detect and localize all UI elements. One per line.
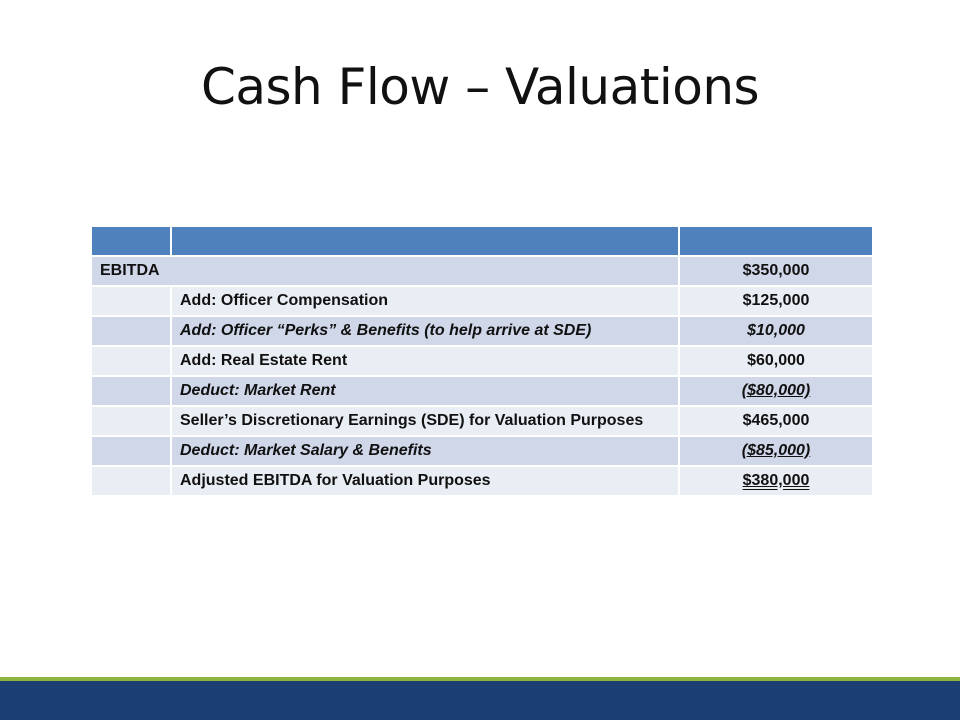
indent-cell bbox=[91, 376, 171, 406]
table-row bbox=[91, 316, 873, 346]
row-value-cell bbox=[679, 256, 873, 286]
row-value: $60,000 bbox=[747, 352, 805, 369]
indent-cell bbox=[91, 316, 171, 346]
row-value-cell bbox=[679, 466, 873, 496]
table-row bbox=[91, 466, 873, 496]
row-value-cell bbox=[679, 406, 873, 436]
header-cell-indent bbox=[91, 226, 171, 256]
table-row bbox=[91, 406, 873, 436]
row-label: Add: Real Estate Rent bbox=[171, 346, 679, 376]
row-label: Add: Officer “Perks” & Benefits (to help arrive at SDE) bbox=[171, 316, 679, 346]
row-value-cell bbox=[679, 316, 873, 346]
table-row bbox=[91, 286, 873, 316]
row-value-cell bbox=[679, 286, 873, 316]
table-row bbox=[91, 256, 873, 286]
row-value: $350,000 bbox=[742, 262, 810, 279]
row-value-cell bbox=[679, 346, 873, 376]
valuation-table-container bbox=[90, 225, 870, 497]
table-row bbox=[91, 436, 873, 466]
slide-title: Cash Flow – Valuations bbox=[200, 58, 760, 116]
row-label: Deduct: Market Salary & Benefits bbox=[171, 436, 679, 466]
row-value: $465,000 bbox=[742, 412, 810, 429]
row-value-cell bbox=[679, 436, 873, 466]
row-label: EBITDA bbox=[91, 256, 679, 286]
row-value: $10,000 bbox=[747, 322, 805, 339]
row-value: $380,000 bbox=[742, 472, 810, 489]
table-header-row bbox=[91, 226, 873, 256]
indent-cell bbox=[91, 286, 171, 316]
indent-cell bbox=[91, 436, 171, 466]
indent-cell bbox=[91, 406, 171, 436]
header-cell-label bbox=[171, 226, 679, 256]
row-label: Adjusted EBITDA for Valuation Purposes bbox=[171, 466, 679, 496]
indent-cell bbox=[91, 466, 171, 496]
row-value: $125,000 bbox=[742, 292, 810, 309]
row-value: ($80,000) bbox=[741, 382, 811, 399]
valuation-table bbox=[90, 225, 874, 497]
row-value-cell bbox=[679, 376, 873, 406]
table-row bbox=[91, 346, 873, 376]
row-label: Add: Officer Compensation bbox=[171, 286, 679, 316]
row-label: Seller’s Discretionary Earnings (SDE) for Valuation Purposes bbox=[171, 406, 679, 436]
header-cell-value bbox=[679, 226, 873, 256]
table-row bbox=[91, 376, 873, 406]
row-value: ($85,000) bbox=[741, 442, 811, 459]
row-label: Deduct: Market Rent bbox=[171, 376, 679, 406]
indent-cell bbox=[91, 346, 171, 376]
footer-bar bbox=[0, 681, 960, 720]
